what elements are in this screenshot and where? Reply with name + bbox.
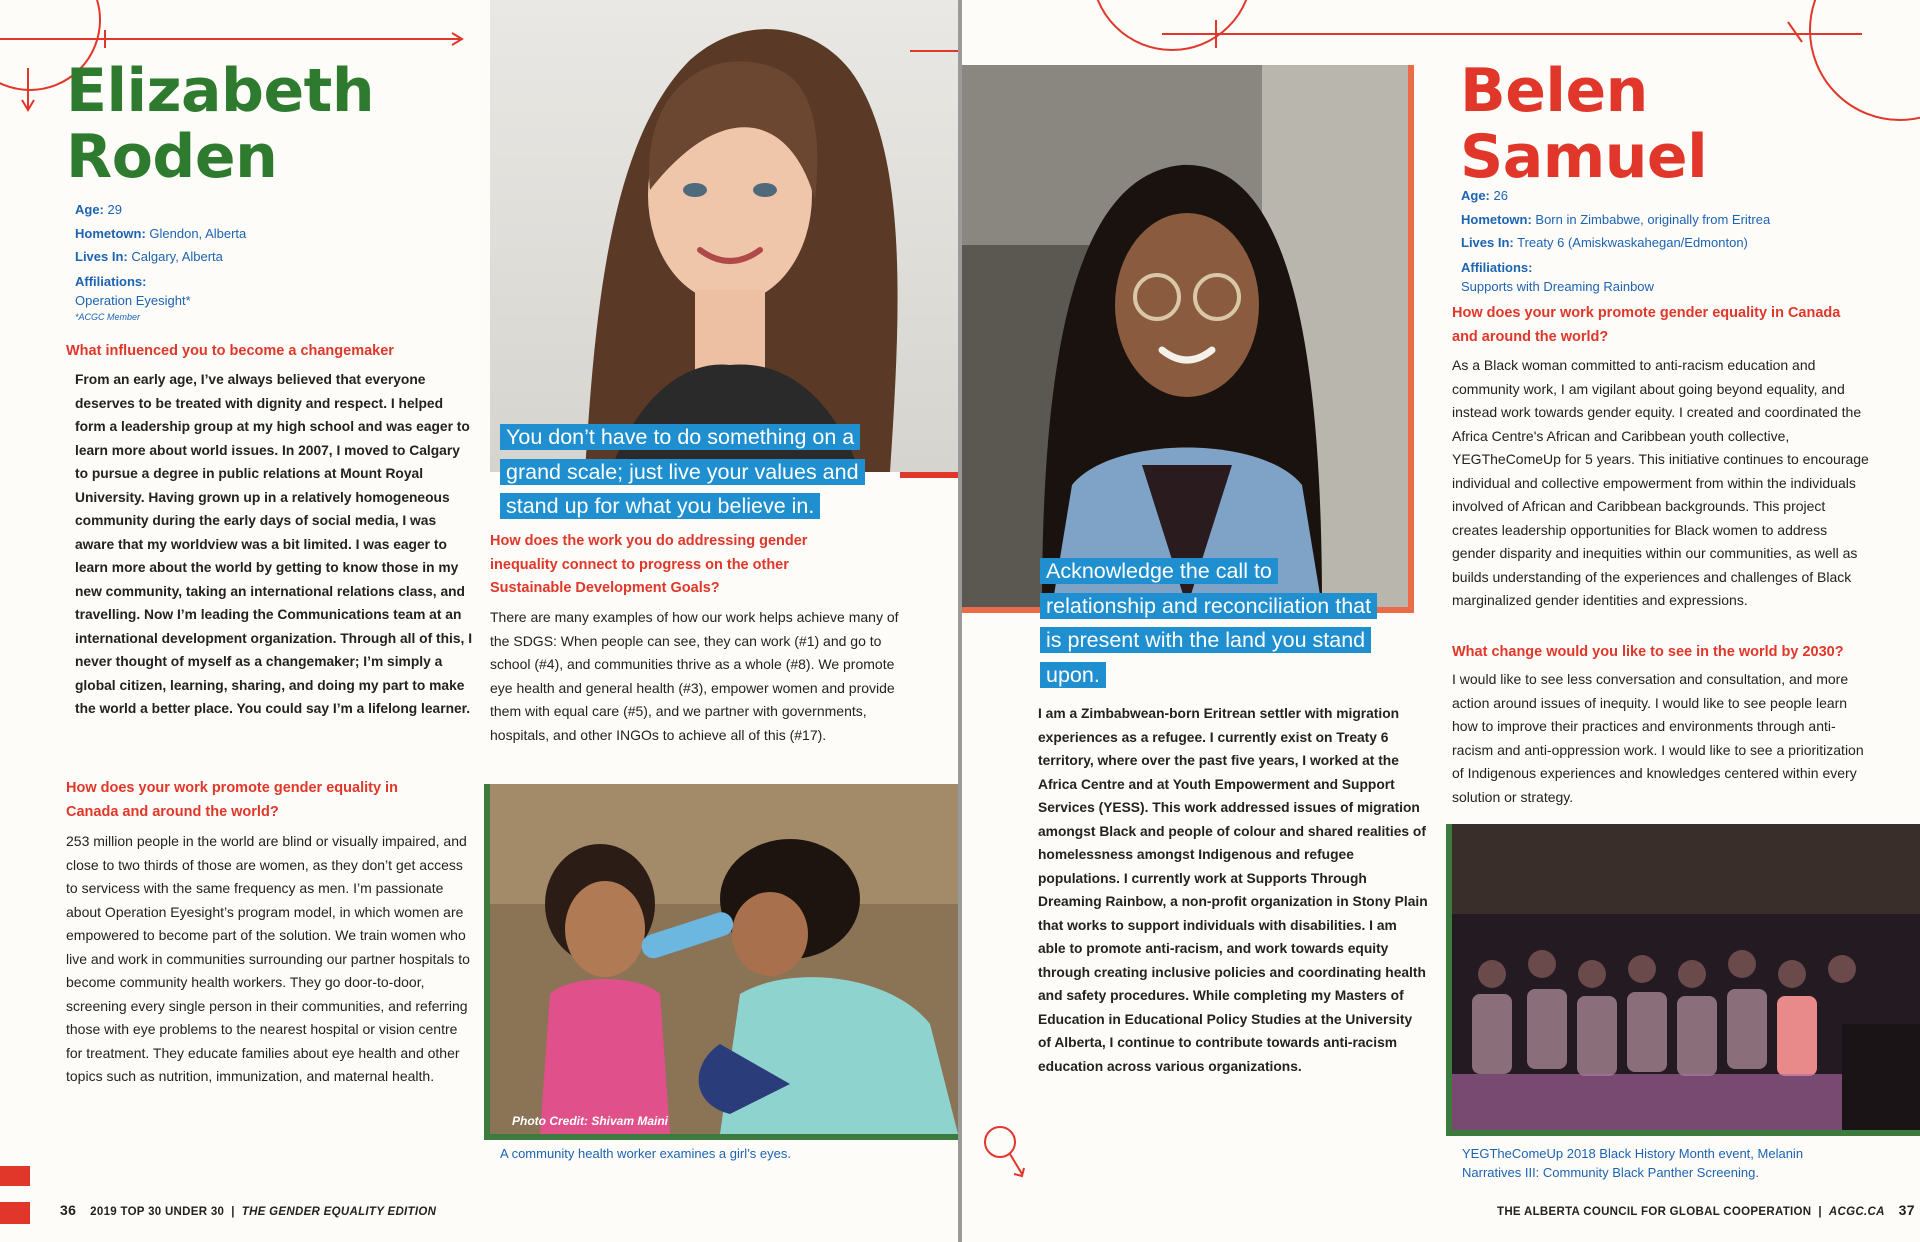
decorative-accent-line xyxy=(910,50,958,52)
event-illustration xyxy=(1452,824,1920,1130)
decorative-accent-bar xyxy=(900,472,958,478)
footer-edition: THE GENDER EQUALITY EDITION xyxy=(241,1206,437,1218)
profile-facts xyxy=(75,198,375,324)
question-heading: What change would you like to see in the world by 2030? xyxy=(1452,644,1844,660)
age-label: Age: xyxy=(75,202,104,217)
event-photo xyxy=(1446,824,1920,1136)
answer-text: There are many examples of how our work helps achieve many of the SDGS: When people can see, they can work (#1) and go to school (#4), and communities thrive as a whole (#8). We promote eye health and general health (#3), empower women and provide them with equal care (#5), and we partner with governments, hospitals, and other INGOs to achieve all of this (#17). xyxy=(490,609,899,743)
pull-quote xyxy=(1040,554,1380,692)
portrait-illustration xyxy=(490,0,958,472)
member-note: *ACGC Member xyxy=(75,311,141,322)
health-worker-photo xyxy=(484,784,958,1140)
footer-separator: | xyxy=(231,1206,235,1218)
lives-in-label: Lives In: xyxy=(1461,235,1514,250)
affiliations-label: Affiliations: xyxy=(1461,259,1533,275)
footer-website: ACGC.CA xyxy=(1828,1206,1885,1218)
pull-quote-text: Acknowledge the call to relationship and reconciliation that is present with the land you stand upon. xyxy=(1040,558,1377,688)
lives-in-value: Calgary, Alberta xyxy=(131,249,223,264)
health-worker-illustration xyxy=(490,784,958,1134)
hometown-value: Glendon, Alberta xyxy=(149,225,247,241)
lives-in-value: Treaty 6 (Amiskwaskahegan/Edmonton) xyxy=(1517,235,1748,250)
answer-text: From an early age, I’ve always believed that everyone deserves to be treated with dignity and respect. I helped form a leadership group at my high school and was eager to learn more about world issues. In 2007, I moved to Calgary to pursue a degree in public relations at Mount Royal University. Having grown up in a relatively homogeneous community during the early days of social media, I was aware that my worldview was a bit limited. I was eager to learn more about the world by getting to know those in my new community, taking an international relations class, and travelling. Now I’m leading the Communications team at an international development organization. Through all of this, I never thought of myself as a changemaker; I’m simply a global citizen, learning, sharing, and doing my part to make the world a better place. You could say I’m a lifelong learner. xyxy=(75,372,473,716)
name-first: Elizabeth xyxy=(66,56,375,126)
hometown-value: Born in Zimbabwe, originally from Eritrea xyxy=(1535,211,1771,227)
profile-facts xyxy=(1461,184,1901,296)
footer-red-block xyxy=(0,1202,30,1224)
question-heading: How does your work promote gender equality in Canada and around the world? xyxy=(66,780,398,820)
photo-caption: A community health worker examines a girl’s eyes. xyxy=(500,1146,791,1161)
name-last: Samuel xyxy=(1460,122,1708,192)
affiliations-value: Supports with Dreaming Rainbow xyxy=(1461,278,1654,294)
age-label: Age: xyxy=(1461,188,1490,203)
hometown-label: Hometown: xyxy=(1461,211,1532,227)
question-heading: How does the work you do addressing gender inequality connect to progress on the other Sustainable Development Goals? xyxy=(490,533,808,596)
portrait-photo-elizabeth xyxy=(490,0,958,472)
portrait-photo-belen xyxy=(962,65,1414,613)
age-value: 29 xyxy=(107,202,122,217)
lives-in-label: Lives In: xyxy=(75,249,128,264)
left-page xyxy=(0,0,958,1242)
left-footer xyxy=(60,1202,436,1218)
answer-text: As a Black woman committed to anti-racism education and community work, I am vigilant about going beyond equality, and instead work towards gender equity. I created and coordinated the Africa Centre's African and Caribbean youth collective, YEGTheComeUp for 5 years. This initiative continues to encourage individual and collective empowerment from within the individuals involved of African and Caribbean backgrounds. This project creates leadership opportunities for Black women to address gender disparity and inequities within our communities, as well as builds understanding of the experiences and challenges of Black marginalized gender identities and expressions. xyxy=(1452,357,1869,608)
intro-text: I am a Zimbabwean-born Eritrean settler with migration experiences as a refugee. I currently exist on Treaty 6 territory, where over the past five years, I worked at the Africa Centre and at Youth Empowerment and Support Services (YESS). This work addressed issues of migration amongst Black and people of colour and shared realities of homelessness amongst Indigenous and refugee populations. I currently work at Supports Through Dreaming Rainbow, a non-profit organization in Stony Plain that works to support individuals with disabilities. I am able to promote anti-racism, and work towards equity through creating inclusive policies and coordinating health and safety procedures. While completing my Masters of Education in Educational Policy Studies at the University of Alberta, I continue to contribute towards anti-racism education across various organizations. xyxy=(1038,706,1428,1074)
affiliations-label: Affiliations: xyxy=(75,273,147,289)
footer-separator: | xyxy=(1818,1206,1822,1218)
footer-red-block xyxy=(0,1166,30,1186)
right-page xyxy=(962,0,1920,1242)
answer-text: 253 million people in the world are blind or visually impaired, and close to two thirds of those are women, as they don’t get access to servicess with the same frequency as men. I’m passionate about Operation Eyesight’s program model, in which women are empowered to become part of the solution. We train women who live and work in communities surrounding our partner hospitals to become community health workers. They go door-to-door, screening every single person in their communities, and referring those with eye problems to the nearest hospital or vision centre for treatment. They educate families about eye health and other topics such as nutrition, immunization, and maternal health. xyxy=(66,833,470,1084)
decorative-magnifier-graphic xyxy=(980,1122,1040,1182)
pull-quote xyxy=(500,420,900,524)
footer-organization: THE ALBERTA COUNCIL FOR GLOBAL COOPERATION xyxy=(1497,1206,1812,1218)
profile-name xyxy=(66,58,374,190)
photo-credit: Photo Credit: Shivam Maini xyxy=(512,1114,669,1128)
profile-name xyxy=(1460,58,1707,190)
name-last: Roden xyxy=(66,122,278,192)
pull-quote-text: You don’t have to do something on a grand scale; just live your values and stand up for what you believe in. xyxy=(500,424,865,519)
page-number: 37 xyxy=(1898,1202,1915,1218)
name-first: Belen xyxy=(1460,56,1648,126)
hometown-label: Hometown: xyxy=(75,225,146,241)
portrait-illustration xyxy=(962,65,1408,607)
affiliations-value: Operation Eyesight* xyxy=(75,292,191,308)
right-footer xyxy=(1497,1202,1915,1218)
footer-title: 2019 TOP 30 UNDER 30 xyxy=(90,1206,225,1218)
page-number: 36 xyxy=(60,1202,77,1218)
age-value: 26 xyxy=(1493,188,1508,203)
question-heading: What influenced you to become a changemaker xyxy=(66,343,394,359)
question-heading: How does your work promote gender equality in Canada and around the world? xyxy=(1452,305,1841,345)
photo-caption: YEGTheComeUp 2018 Black History Month event, Melanin Narratives III: Community Black Panther Screening. xyxy=(1462,1146,1804,1180)
answer-text: I would like to see less conversation and consultation, and more action around issues of inequity. I would like to see people learn how to improve their practices and environments through anti-racism and anti-oppression work. I would like to see a prioritization of Indigenous experiences and knowledges centered within every solution or strategy. xyxy=(1452,671,1864,805)
